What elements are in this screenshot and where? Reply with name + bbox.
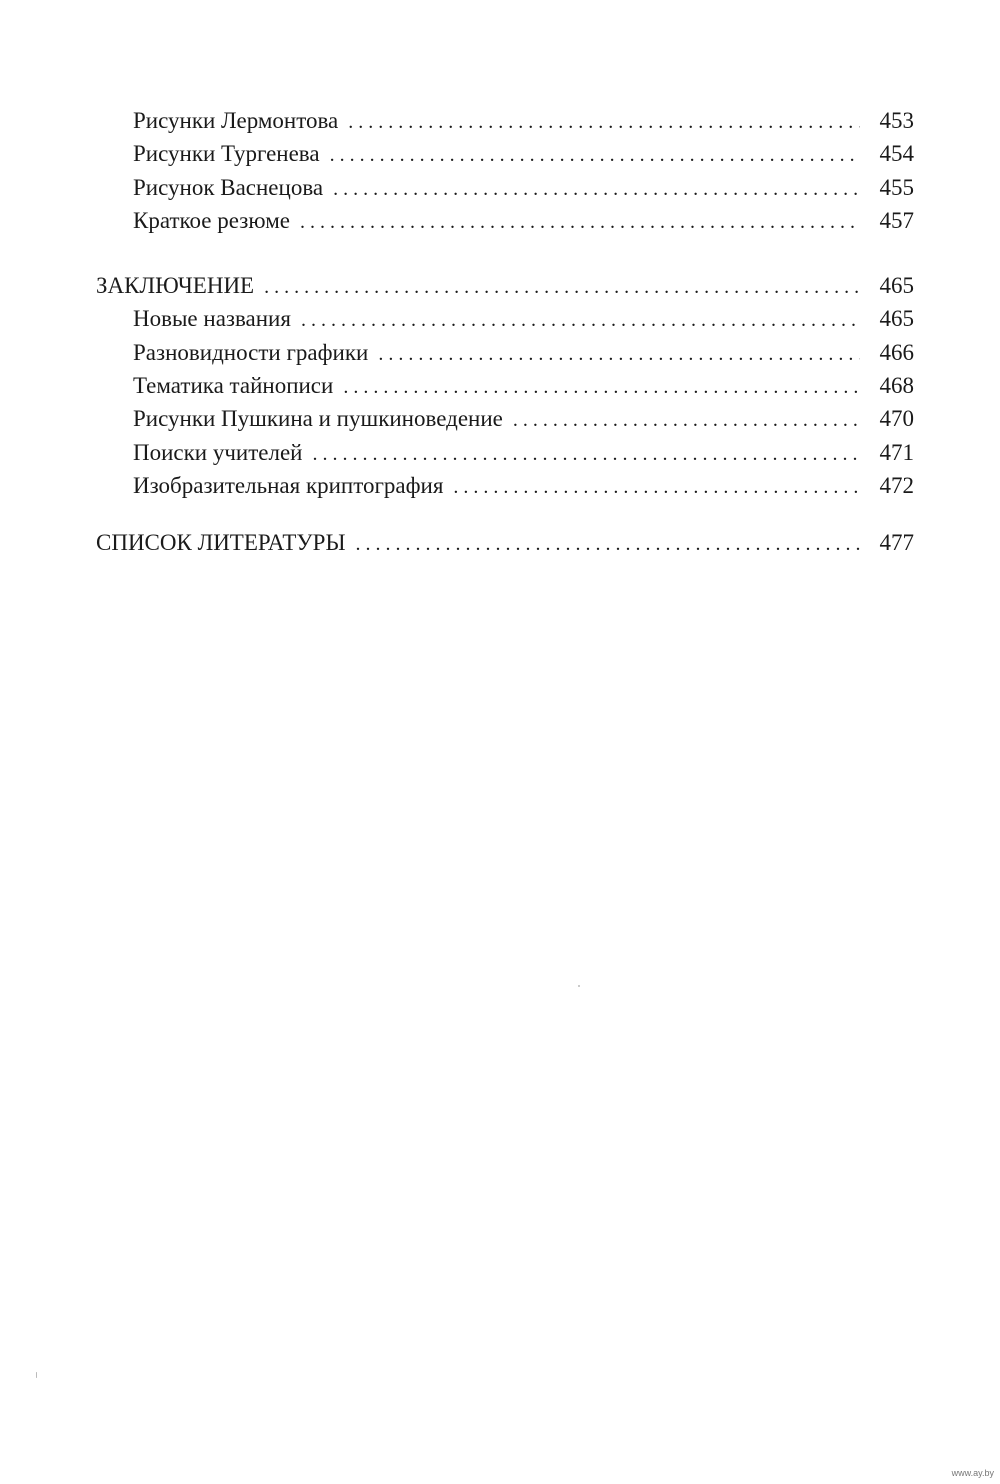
toc-section-entry <box>96 526 914 559</box>
toc-entry-page: 465 <box>879 306 914 332</box>
toc-entry-title: Краткое резюме <box>133 207 290 233</box>
toc-entry <box>96 336 914 369</box>
toc-dot-leader <box>300 206 860 239</box>
toc-entry-page: 457 <box>879 207 914 233</box>
toc-entry-page: 468 <box>879 373 914 399</box>
toc-entry <box>96 469 914 502</box>
toc-entry-page: 470 <box>879 406 914 432</box>
toc-dot-leader <box>333 173 860 206</box>
toc-entry-title: Рисунки Тургенева <box>133 141 320 167</box>
toc-entry-page: 477 <box>879 530 914 556</box>
toc-entry <box>96 302 914 335</box>
toc-entry-page: 465 <box>879 273 914 299</box>
toc-entry <box>96 402 914 435</box>
toc-entry-title: Тематика тайнописи <box>133 373 334 399</box>
toc-entry-page: 472 <box>879 472 914 498</box>
toc-entry-title: Поиски учителей <box>133 439 303 465</box>
toc-section-title: СПИСОК ЛИТЕРАТУРЫ <box>96 530 346 556</box>
toc-entry <box>96 137 914 170</box>
toc-dot-leader <box>356 528 860 561</box>
scan-speck <box>36 1372 37 1378</box>
toc-entry-title: Рисунки Лермонтова <box>133 108 339 133</box>
toc-entry-page: 466 <box>879 339 914 365</box>
toc-entry-page: 453 <box>879 108 914 133</box>
toc-dot-leader <box>343 371 860 404</box>
toc-dot-leader <box>348 106 860 139</box>
toc-entry-title: Рисунок Васнецова <box>133 174 324 200</box>
toc-entry <box>96 436 914 469</box>
toc-entry <box>96 369 914 402</box>
toc-entry-page: 454 <box>879 141 914 167</box>
toc-dot-leader <box>378 338 860 371</box>
toc-entry-title: Разновидности графики <box>133 339 369 365</box>
toc-dot-leader <box>301 304 860 337</box>
toc-entry <box>96 171 914 204</box>
toc-dot-leader <box>330 139 860 172</box>
toc-dot-leader <box>453 471 860 504</box>
toc-entry-title: Изобразительная криптография <box>133 472 444 498</box>
toc-section-entry <box>96 269 914 302</box>
toc-dot-leader <box>264 271 860 304</box>
table-of-contents <box>96 104 914 560</box>
toc-entry <box>96 104 914 137</box>
toc-entry-page: 455 <box>879 174 914 200</box>
toc-entry-title: Рисунки Пушкина и пушкиноведение <box>133 406 503 432</box>
toc-entry-page: 471 <box>879 439 914 465</box>
site-watermark: www.ay.by <box>951 1468 994 1478</box>
scan-speck <box>578 985 580 987</box>
toc-entry <box>96 204 914 237</box>
toc-dot-leader <box>513 404 860 437</box>
toc-dot-leader <box>313 438 861 471</box>
toc-entry-title: Новые названия <box>133 306 291 332</box>
toc-section-title: ЗАКЛЮЧЕНИЕ <box>96 273 255 299</box>
